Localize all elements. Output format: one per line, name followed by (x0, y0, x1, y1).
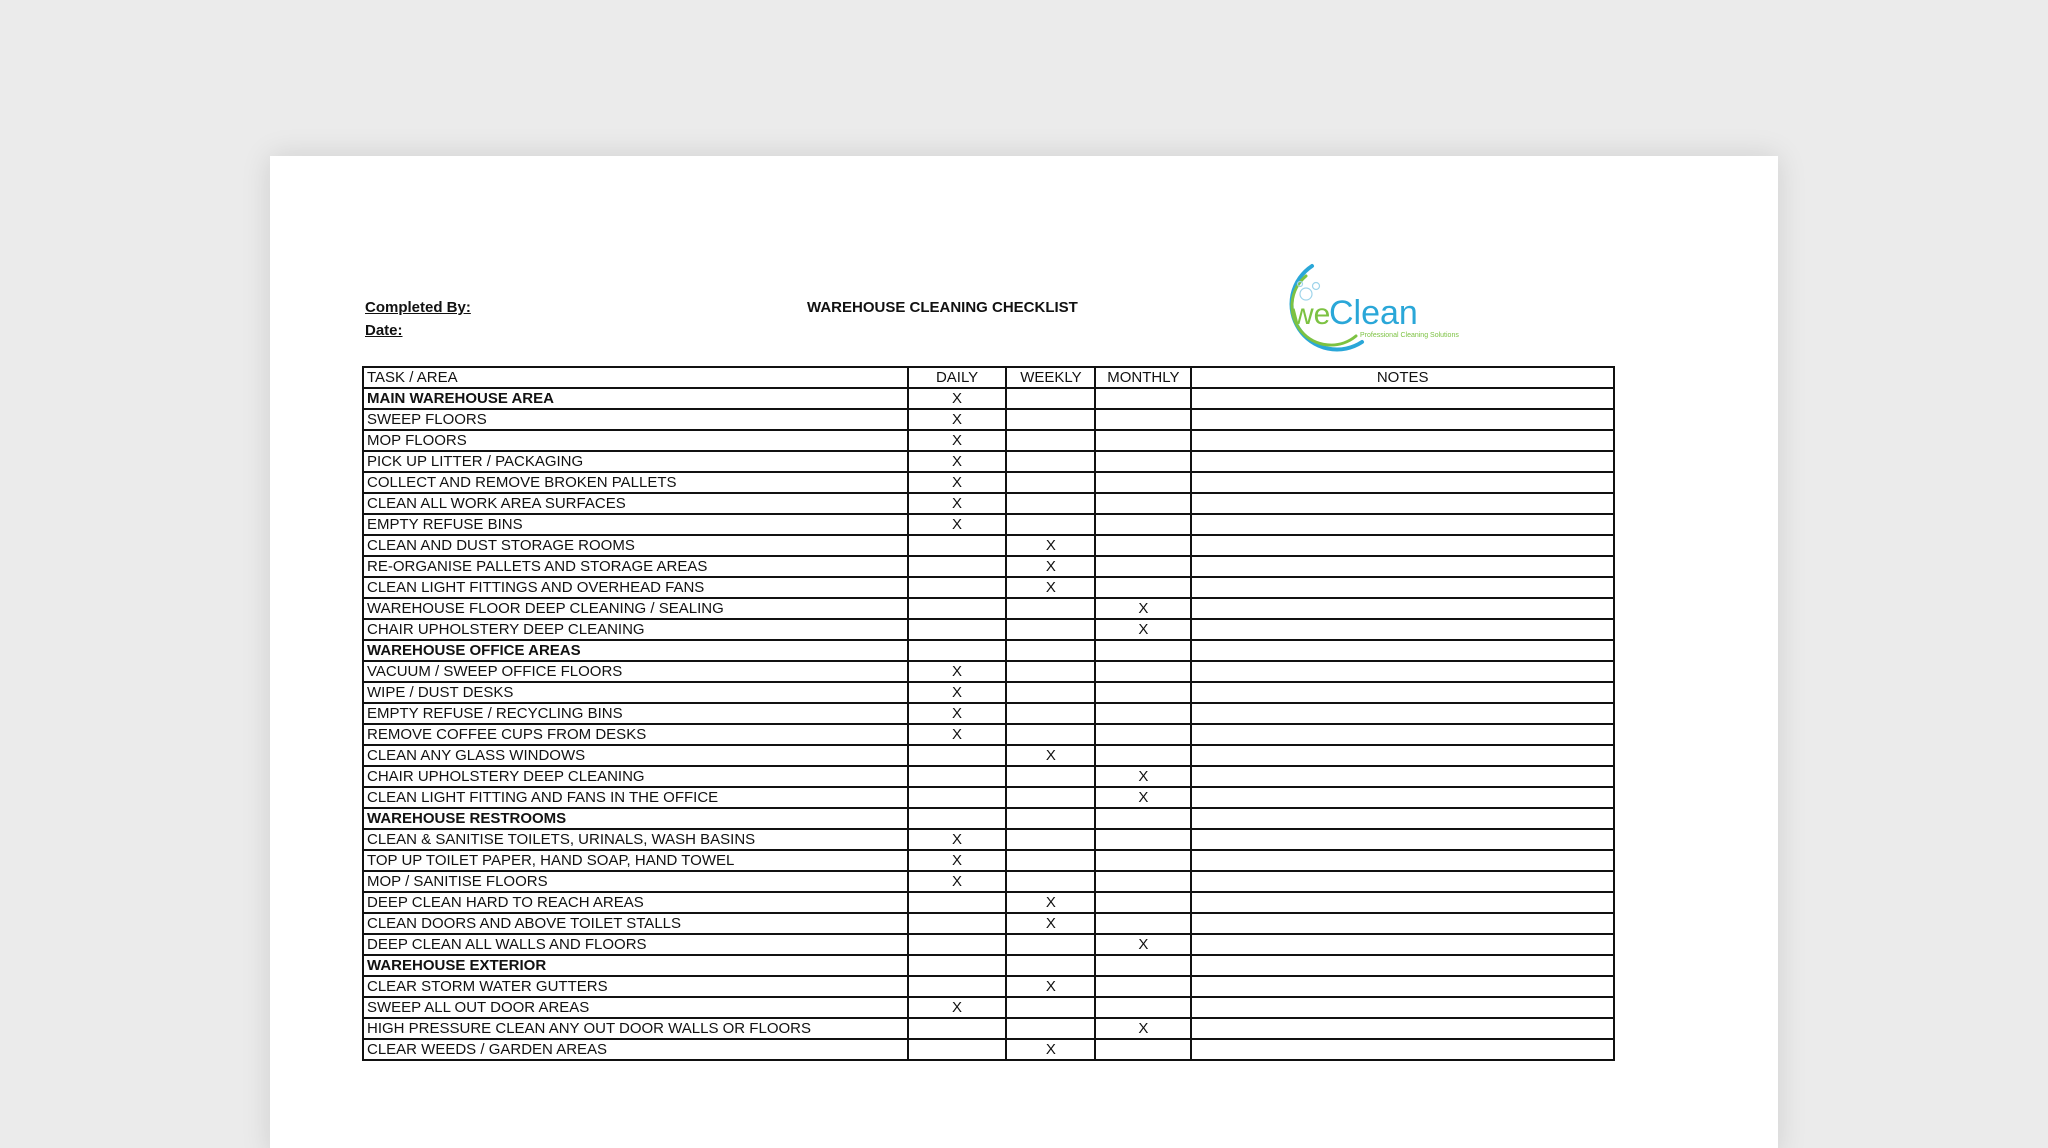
table-row (363, 976, 1614, 997)
notes-cell[interactable] (1191, 871, 1614, 892)
task-cell: TOP UP TOILET PAPER, HAND SOAP, HAND TOWEL (363, 850, 908, 871)
notes-cell[interactable] (1191, 451, 1614, 472)
monthly-cell (1095, 556, 1191, 577)
task-cell: EMPTY REFUSE BINS (363, 514, 908, 535)
cleaning-checklist-table (362, 366, 1615, 1061)
notes-cell[interactable] (1191, 934, 1614, 955)
daily-cell: X (908, 451, 1007, 472)
notes-cell[interactable] (1191, 619, 1614, 640)
monthly-cell (1095, 724, 1191, 745)
table-row (363, 787, 1614, 808)
task-cell: CLEAN ANY GLASS WINDOWS (363, 745, 908, 766)
monthly-cell (1095, 451, 1191, 472)
task-cell: WAREHOUSE EXTERIOR (363, 955, 908, 976)
daily-cell: X (908, 430, 1007, 451)
monthly-cell: X (1095, 766, 1191, 787)
monthly-cell (1095, 703, 1191, 724)
task-cell: PICK UP LITTER / PACKAGING (363, 451, 908, 472)
notes-cell[interactable] (1191, 850, 1614, 871)
notes-cell[interactable] (1191, 514, 1614, 535)
daily-cell: X (908, 514, 1007, 535)
table-row (363, 577, 1614, 598)
table-row (363, 598, 1614, 619)
notes-cell[interactable] (1191, 976, 1614, 997)
daily-cell: X (908, 682, 1007, 703)
header-task-area: TASK / AREA (363, 367, 908, 388)
task-cell: WAREHOUSE RESTROOMS (363, 808, 908, 829)
table-row (363, 409, 1614, 430)
table-row (363, 430, 1614, 451)
task-cell: SWEEP FLOORS (363, 409, 908, 430)
notes-cell[interactable] (1191, 829, 1614, 850)
notes-cell[interactable] (1191, 388, 1614, 409)
daily-cell (908, 640, 1007, 661)
table-row (363, 934, 1614, 955)
monthly-cell (1095, 430, 1191, 451)
table-row (363, 892, 1614, 913)
weekly-cell (1006, 640, 1095, 661)
daily-cell (908, 745, 1007, 766)
weekly-cell: X (1006, 1039, 1095, 1060)
table-row (363, 850, 1614, 871)
weekly-cell (1006, 682, 1095, 703)
daily-cell (908, 808, 1007, 829)
task-cell: RE-ORGANISE PALLETS AND STORAGE AREAS (363, 556, 908, 577)
daily-cell (908, 1018, 1007, 1039)
logo-text-clean: Clean (1329, 294, 1418, 332)
table-row (363, 724, 1614, 745)
notes-cell[interactable] (1191, 787, 1614, 808)
notes-cell[interactable] (1191, 997, 1614, 1018)
task-cell: CLEAN & SANITISE TOILETS, URINALS, WASH BASINS (363, 829, 908, 850)
task-cell: CHAIR UPHOLSTERY DEEP CLEANING (363, 619, 908, 640)
section-row (363, 808, 1614, 829)
monthly-cell (1095, 493, 1191, 514)
weekly-cell: X (1006, 535, 1095, 556)
monthly-cell (1095, 892, 1191, 913)
notes-cell[interactable] (1191, 577, 1614, 598)
section-row (363, 955, 1614, 976)
monthly-cell (1095, 1039, 1191, 1060)
table-row (363, 913, 1614, 934)
notes-cell[interactable] (1191, 661, 1614, 682)
weekly-cell (1006, 850, 1095, 871)
daily-cell (908, 892, 1007, 913)
daily-cell: X (908, 472, 1007, 493)
weekly-cell (1006, 598, 1095, 619)
weekly-cell (1006, 997, 1095, 1018)
table-row (363, 493, 1614, 514)
weekly-cell: X (1006, 556, 1095, 577)
daily-cell (908, 913, 1007, 934)
logo-tagline: Professional Cleaning Solutions (1360, 332, 1459, 339)
daily-cell: X (908, 388, 1007, 409)
monthly-cell (1095, 976, 1191, 997)
daily-cell: X (908, 829, 1007, 850)
monthly-cell (1095, 388, 1191, 409)
monthly-cell (1095, 850, 1191, 871)
table-row (363, 556, 1614, 577)
weekly-cell (1006, 619, 1095, 640)
notes-cell[interactable] (1191, 472, 1614, 493)
notes-cell[interactable] (1191, 808, 1614, 829)
weekly-cell: X (1006, 745, 1095, 766)
weekly-cell (1006, 388, 1095, 409)
header-notes: NOTES (1191, 367, 1614, 388)
table-row (363, 997, 1614, 1018)
task-cell: CLEAR STORM WATER GUTTERS (363, 976, 908, 997)
table-header-row (363, 367, 1614, 388)
task-cell: CLEAN DOORS AND ABOVE TOILET STALLS (363, 913, 908, 934)
weekly-cell (1006, 766, 1095, 787)
table-row (363, 535, 1614, 556)
monthly-cell (1095, 745, 1191, 766)
monthly-cell (1095, 535, 1191, 556)
header-weekly: WEEKLY (1006, 367, 1095, 388)
task-cell: MOP / SANITISE FLOORS (363, 871, 908, 892)
weclean-logo-graphic (1260, 256, 1490, 356)
weekly-cell: X (1006, 976, 1095, 997)
monthly-cell (1095, 871, 1191, 892)
weekly-cell (1006, 829, 1095, 850)
daily-cell (908, 577, 1007, 598)
notes-cell[interactable] (1191, 598, 1614, 619)
header-monthly: MONTHLY (1095, 367, 1191, 388)
weekly-cell (1006, 451, 1095, 472)
logo-text-we: we (1292, 298, 1331, 331)
daily-cell: X (908, 661, 1007, 682)
task-cell: CHAIR UPHOLSTERY DEEP CLEANING (363, 766, 908, 787)
notes-cell[interactable] (1191, 913, 1614, 934)
daily-cell: X (908, 997, 1007, 1018)
task-cell: WAREHOUSE OFFICE AREAS (363, 640, 908, 661)
table-row (363, 451, 1614, 472)
daily-cell: X (908, 871, 1007, 892)
notes-cell[interactable] (1191, 682, 1614, 703)
notes-cell[interactable] (1191, 556, 1614, 577)
monthly-cell (1095, 913, 1191, 934)
monthly-cell (1095, 514, 1191, 535)
completed-by-label: Completed By: (365, 299, 471, 316)
document-page (270, 156, 1778, 1148)
weekly-cell (1006, 472, 1095, 493)
weekly-cell (1006, 808, 1095, 829)
monthly-cell (1095, 955, 1191, 976)
task-cell: WIPE / DUST DESKS (363, 682, 908, 703)
weekly-cell (1006, 787, 1095, 808)
section-row (363, 640, 1614, 661)
table-row (363, 619, 1614, 640)
daily-cell (908, 787, 1007, 808)
notes-cell[interactable] (1191, 409, 1614, 430)
notes-cell[interactable] (1191, 892, 1614, 913)
daily-cell: X (908, 703, 1007, 724)
monthly-cell (1095, 472, 1191, 493)
weekly-cell (1006, 1018, 1095, 1039)
task-cell: DEEP CLEAN HARD TO REACH AREAS (363, 892, 908, 913)
weekly-cell (1006, 514, 1095, 535)
weekly-cell: X (1006, 577, 1095, 598)
table-row (363, 829, 1614, 850)
table-row (363, 682, 1614, 703)
monthly-cell (1095, 997, 1191, 1018)
monthly-cell: X (1095, 787, 1191, 808)
daily-cell (908, 1039, 1007, 1060)
daily-cell (908, 619, 1007, 640)
notes-cell[interactable] (1191, 493, 1614, 514)
document-title: WAREHOUSE CLEANING CHECKLIST (807, 299, 1078, 316)
monthly-cell: X (1095, 598, 1191, 619)
task-cell: SWEEP ALL OUT DOOR AREAS (363, 997, 908, 1018)
table-row (363, 703, 1614, 724)
section-row (363, 388, 1614, 409)
weekly-cell (1006, 871, 1095, 892)
monthly-cell (1095, 829, 1191, 850)
date-label: Date: (365, 322, 403, 339)
task-cell: WAREHOUSE FLOOR DEEP CLEANING / SEALING (363, 598, 908, 619)
table-row (363, 1018, 1614, 1039)
weekly-cell (1006, 409, 1095, 430)
table-row (363, 661, 1614, 682)
daily-cell (908, 556, 1007, 577)
daily-cell (908, 955, 1007, 976)
daily-cell (908, 535, 1007, 556)
header-daily: DAILY (908, 367, 1007, 388)
notes-cell[interactable] (1191, 430, 1614, 451)
notes-cell[interactable] (1191, 1039, 1614, 1060)
task-cell: EMPTY REFUSE / RECYCLING BINS (363, 703, 908, 724)
weclean-logo (1260, 256, 1490, 356)
task-cell: CLEAN LIGHT FITTINGS AND OVERHEAD FANS (363, 577, 908, 598)
notes-cell[interactable] (1191, 766, 1614, 787)
notes-cell[interactable] (1191, 535, 1614, 556)
monthly-cell: X (1095, 1018, 1191, 1039)
daily-cell (908, 598, 1007, 619)
table-row (363, 766, 1614, 787)
notes-cell[interactable] (1191, 955, 1614, 976)
weekly-cell (1006, 724, 1095, 745)
monthly-cell: X (1095, 934, 1191, 955)
monthly-cell (1095, 409, 1191, 430)
notes-cell[interactable] (1191, 724, 1614, 745)
task-cell: HIGH PRESSURE CLEAN ANY OUT DOOR WALLS OR FLOORS (363, 1018, 908, 1039)
table-row (363, 871, 1614, 892)
task-cell: DEEP CLEAN ALL WALLS AND FLOORS (363, 934, 908, 955)
monthly-cell (1095, 808, 1191, 829)
monthly-cell (1095, 640, 1191, 661)
daily-cell: X (908, 724, 1007, 745)
notes-cell[interactable] (1191, 745, 1614, 766)
task-cell: VACUUM / SWEEP OFFICE FLOORS (363, 661, 908, 682)
weekly-cell (1006, 934, 1095, 955)
monthly-cell (1095, 661, 1191, 682)
task-cell: CLEAN LIGHT FITTING AND FANS IN THE OFFICE (363, 787, 908, 808)
weekly-cell: X (1006, 892, 1095, 913)
task-cell: CLEAN ALL WORK AREA SURFACES (363, 493, 908, 514)
task-cell: COLLECT AND REMOVE BROKEN PALLETS (363, 472, 908, 493)
weekly-cell: X (1006, 913, 1095, 934)
monthly-cell (1095, 577, 1191, 598)
notes-cell[interactable] (1191, 1018, 1614, 1039)
daily-cell: X (908, 850, 1007, 871)
notes-cell[interactable] (1191, 640, 1614, 661)
daily-cell: X (908, 493, 1007, 514)
daily-cell (908, 976, 1007, 997)
table-row (363, 514, 1614, 535)
daily-cell (908, 766, 1007, 787)
weekly-cell (1006, 661, 1095, 682)
task-cell: REMOVE COFFEE CUPS FROM DESKS (363, 724, 908, 745)
daily-cell (908, 934, 1007, 955)
table-row (363, 745, 1614, 766)
task-cell: MOP FLOORS (363, 430, 908, 451)
task-cell: MAIN WAREHOUSE AREA (363, 388, 908, 409)
notes-cell[interactable] (1191, 703, 1614, 724)
weekly-cell (1006, 430, 1095, 451)
monthly-cell: X (1095, 619, 1191, 640)
monthly-cell (1095, 682, 1191, 703)
table-row (363, 1039, 1614, 1060)
task-cell: CLEAN AND DUST STORAGE ROOMS (363, 535, 908, 556)
table-row (363, 472, 1614, 493)
weekly-cell (1006, 955, 1095, 976)
weekly-cell (1006, 703, 1095, 724)
task-cell: CLEAR WEEDS / GARDEN AREAS (363, 1039, 908, 1060)
weekly-cell (1006, 493, 1095, 514)
daily-cell: X (908, 409, 1007, 430)
